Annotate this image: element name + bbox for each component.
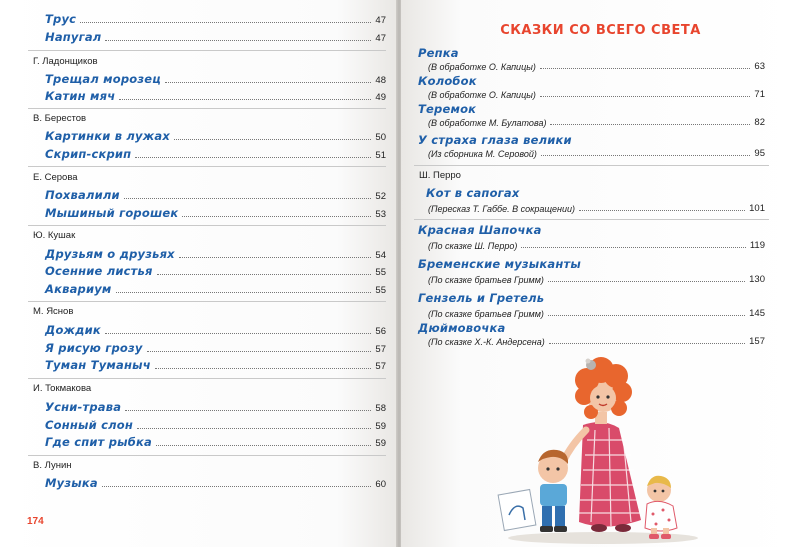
- dot-leader: [156, 445, 371, 446]
- entry-page: 130: [749, 274, 765, 285]
- toc-subentry: [428, 58, 765, 72]
- entry-page: 63: [754, 61, 765, 72]
- divider: [28, 225, 386, 226]
- toc-entry: [45, 28, 386, 44]
- toc-entry: [45, 398, 386, 414]
- entry-page: 53: [375, 209, 386, 220]
- author-name: И. Токмакова: [33, 383, 92, 394]
- entry-page: 50: [375, 132, 386, 143]
- entry-title: Я рисую грозу: [45, 341, 143, 355]
- dot-leader: [548, 315, 745, 316]
- entry-note: (По сказке Х.-К. Андерсена): [428, 337, 545, 347]
- author-name: Е. Серова: [33, 172, 78, 183]
- dot-leader: [105, 333, 371, 334]
- entry-page: 58: [375, 403, 386, 414]
- entry-title: Похвалили: [45, 188, 120, 202]
- author-name: В. Лунин: [33, 460, 72, 471]
- entry-note: (Пересказ Т. Габбе. В сокращении): [428, 204, 576, 214]
- divider: [28, 166, 386, 167]
- dot-leader: [157, 274, 372, 275]
- toc-subentry: [428, 114, 765, 128]
- entry-page: 47: [375, 15, 386, 26]
- toc-entry: [418, 255, 718, 271]
- dot-leader: [119, 99, 371, 100]
- entry-title: Гензель и Гретель: [418, 291, 545, 305]
- toc-subentry: [428, 145, 765, 159]
- entry-note: (По сказке братьев Гримм): [428, 309, 544, 319]
- entry-title: Мышиный горошек: [45, 206, 179, 220]
- entry-page: 56: [375, 326, 386, 337]
- entry-page: 47: [375, 33, 386, 44]
- author-name: В. Берестов: [33, 113, 87, 124]
- divider: [28, 301, 386, 302]
- section-heading: СКАЗКИ СО ВСЕГО СВЕТА: [500, 23, 701, 38]
- entry-page: 60: [375, 479, 386, 490]
- dot-leader: [541, 155, 750, 156]
- dot-leader: [540, 96, 751, 97]
- entry-note: (По сказке братьев Гримм): [428, 275, 544, 285]
- entry-page: 145: [749, 308, 765, 319]
- toc-entry: [45, 87, 386, 103]
- entry-page: 57: [375, 361, 386, 372]
- toc-entry: [45, 262, 386, 278]
- entry-title: Репка: [418, 46, 459, 60]
- entry-note: (В обработке О. Капицы): [428, 62, 536, 72]
- dot-leader: [540, 68, 751, 69]
- toc-entry: [426, 184, 726, 200]
- entry-title: Катин мяч: [45, 89, 116, 103]
- toc-entry: [45, 70, 386, 86]
- entry-title: Теремок: [418, 102, 477, 116]
- entry-title: Напугал: [45, 30, 102, 44]
- divider: [28, 455, 386, 456]
- dot-leader: [521, 247, 745, 248]
- dot-leader: [105, 40, 371, 41]
- dot-leader: [102, 486, 372, 487]
- entry-title: Картинки в лужах: [45, 129, 170, 143]
- entry-title: Трещал морозец: [45, 72, 162, 86]
- entry-title: Бременские музыканты: [418, 257, 581, 271]
- entry-title: Трус: [45, 12, 77, 26]
- toc-subentry: [428, 237, 765, 251]
- entry-title: Где спит рыбка: [45, 435, 152, 449]
- dot-leader: [548, 281, 745, 282]
- divider: [28, 378, 386, 379]
- entry-title: Колобок: [418, 74, 477, 88]
- entry-page: 59: [375, 438, 386, 449]
- dot-leader: [549, 343, 745, 344]
- entry-title: Скрип-скрип: [45, 147, 132, 161]
- dot-leader: [124, 198, 372, 199]
- entry-title: Аквариум: [45, 282, 112, 296]
- author-name: Г. Ладонщиков: [33, 56, 98, 67]
- entry-page: 55: [375, 267, 386, 278]
- entry-page: 71: [754, 89, 765, 100]
- dot-leader: [80, 22, 371, 23]
- entry-page: 52: [375, 191, 386, 202]
- toc-entry: [45, 127, 386, 143]
- toc-entry: [418, 289, 718, 305]
- toc-entry: [45, 416, 386, 432]
- entry-note: (Из сборника М. Серовой): [428, 149, 537, 159]
- entry-note: (В обработке О. Капицы): [428, 90, 536, 100]
- entry-page: 157: [749, 336, 765, 347]
- entry-page: 51: [375, 150, 386, 161]
- entry-title: Кот в сапогах: [426, 186, 520, 200]
- entry-page: 119: [749, 240, 765, 251]
- author-name: Ш. Перро: [419, 170, 461, 181]
- dot-leader: [182, 216, 371, 217]
- toc-entry: [45, 280, 386, 296]
- toc-subentry: [428, 305, 765, 319]
- dot-leader: [135, 157, 371, 158]
- toc-entry: [45, 339, 386, 355]
- entry-title: Сонный слон: [45, 418, 133, 432]
- divider: [414, 219, 769, 220]
- entry-page: 101: [749, 203, 765, 214]
- entry-page: 95: [754, 148, 765, 159]
- dot-leader: [550, 124, 750, 125]
- dot-leader: [125, 410, 371, 411]
- toc-entry: [45, 433, 386, 449]
- author-name: М. Яснов: [33, 306, 74, 317]
- dot-leader: [137, 428, 371, 429]
- entry-title: Дождик: [45, 323, 101, 337]
- entry-title: Дюймовочка: [418, 321, 506, 335]
- entry-title: Друзьям о друзьях: [45, 247, 175, 261]
- toc-entry: [45, 186, 386, 202]
- toc-entry: [45, 10, 386, 26]
- entry-title: Усни-трава: [45, 400, 122, 414]
- entry-page: 49: [375, 92, 386, 103]
- dot-leader: [165, 82, 371, 83]
- entry-note: (По сказке Ш. Перро): [428, 241, 518, 251]
- entry-title: Музыка: [45, 476, 98, 490]
- entry-page: 48: [375, 75, 386, 86]
- entry-page: 57: [375, 344, 386, 355]
- toc-entry: [45, 474, 386, 490]
- entry-title: У страха глаза велики: [418, 133, 572, 147]
- toc-subentry: [428, 86, 765, 100]
- dot-leader: [147, 351, 372, 352]
- entry-page: 54: [375, 250, 386, 261]
- dot-leader: [116, 292, 372, 293]
- dot-leader: [579, 210, 745, 211]
- dot-leader: [155, 368, 372, 369]
- toc-entry: [45, 204, 386, 220]
- toc-entry: [418, 221, 718, 237]
- toc-subentry: [428, 333, 765, 347]
- entry-note: (В обработке М. Булатова): [428, 118, 547, 128]
- dot-leader: [174, 139, 371, 140]
- page-number: 174: [27, 516, 44, 527]
- entry-page: 59: [375, 421, 386, 432]
- toc-entry: [45, 356, 386, 372]
- dot-leader: [179, 257, 372, 258]
- divider: [28, 50, 386, 51]
- toc-subentry: [428, 200, 765, 214]
- divider: [28, 108, 386, 109]
- illustration-woman-children: [491, 350, 711, 545]
- toc-entry: [45, 145, 386, 161]
- entry-title: Осенние листья: [45, 264, 153, 278]
- entry-page: 55: [375, 285, 386, 296]
- divider: [414, 165, 769, 166]
- toc-entry: [45, 321, 386, 337]
- entry-page: 82: [754, 117, 765, 128]
- right-page: [401, 0, 800, 547]
- entry-title: Туман Туманыч: [45, 358, 151, 372]
- author-name: Ю. Кушак: [33, 230, 76, 241]
- entry-title: Красная Шапочка: [418, 223, 542, 237]
- toc-entry: [45, 245, 386, 261]
- left-page: [0, 0, 397, 547]
- toc-subentry: [428, 271, 765, 285]
